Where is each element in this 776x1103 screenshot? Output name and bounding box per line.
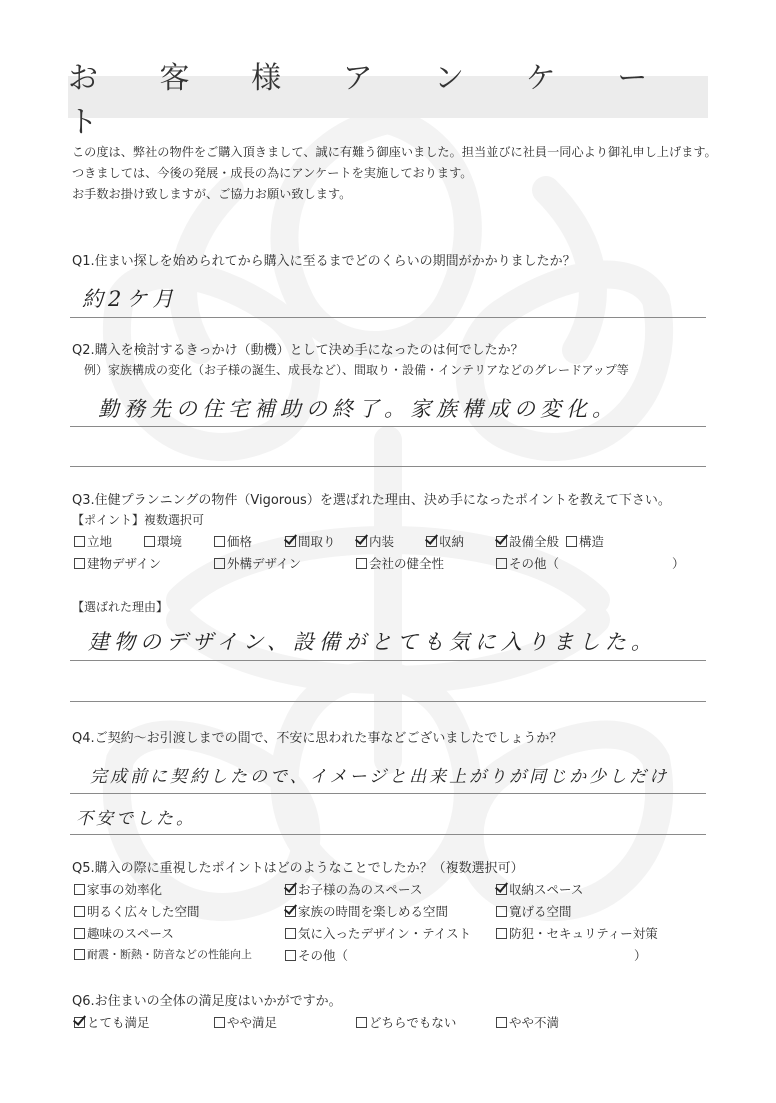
checkbox[interactable] (496, 928, 507, 939)
q5-option[interactable]: その他（ (285, 946, 348, 964)
q3-option[interactable]: 構造 (566, 532, 604, 550)
q2-example: 例）家族構成の変化（お子様の誕生、成長など）、間取り・設備・インテリアなどのグレードアップ等 (84, 363, 629, 377)
checkbox[interactable] (285, 928, 296, 939)
checkbox-checked[interactable] (496, 884, 507, 895)
q2-answer: 勤務先の住宅補助の終了。家族構成の変化。 (98, 397, 618, 421)
q5-option[interactable]: お子様の為のスペース (285, 880, 422, 898)
checkbox-checked[interactable] (285, 536, 296, 547)
q1-answer: 約2ケ月 (82, 287, 179, 311)
q5-option[interactable]: 明るく広々した空間 (74, 902, 200, 920)
checkbox-checked[interactable] (356, 536, 367, 547)
intro-line: お手数お掛け致しますが、ご協力お願い致します。 (72, 187, 352, 201)
answer-line (70, 834, 706, 835)
answer-line (70, 426, 706, 427)
answer-line (70, 317, 706, 318)
checkbox-checked[interactable] (285, 906, 296, 917)
q5-option[interactable]: 家族の時間を楽しめる空間 (285, 902, 448, 920)
checkbox[interactable] (285, 950, 296, 961)
q6-option[interactable]: やや満足 (214, 1013, 277, 1031)
answer-line (70, 793, 706, 794)
q1-question: Q1.住まい探しを始められてから購入に至るまでどのくらいの期間がかかりましたか？ (72, 254, 576, 269)
q5-option[interactable]: 寛げる空間 (496, 902, 572, 920)
q3-option[interactable]: 建物デザイン (74, 554, 161, 572)
checkbox-checked[interactable] (285, 884, 296, 895)
checkbox[interactable] (74, 884, 85, 895)
q3-option[interactable]: 設備全般 (496, 532, 559, 550)
q4-question: Q4.ご契約～お引渡しまでの間で、不安に思われた事などございましたでしょうか？ (72, 731, 563, 746)
q3-reason-heading: 【選ばれた理由】 (72, 600, 169, 614)
q2-question: Q2.購入を検討するきっかけ（動機）として決め手になったのは何でしたか？ (72, 343, 524, 358)
checkbox[interactable] (74, 906, 85, 917)
q6-question: Q6.お住まいの全体の満足度はいかがですか。 (72, 994, 342, 1009)
checkbox[interactable] (74, 949, 85, 960)
checkbox[interactable] (496, 1017, 507, 1028)
checkbox[interactable] (214, 558, 225, 569)
q3-option[interactable]: 収納 (426, 532, 464, 550)
q3-question: Q3.住健プランニングの物件（Vigorous）を選ばれた理由、決め手になったポイントを教えて下さい。 (72, 493, 671, 508)
checkbox[interactable] (496, 558, 507, 569)
q5-option[interactable]: 気に入ったデザイン・テイスト (285, 924, 471, 942)
title-band (68, 61, 708, 140)
q5-option[interactable]: 耐震・断熱・防音などの性能向上 (74, 946, 252, 962)
answer-line (70, 701, 706, 702)
checkbox[interactable] (74, 558, 85, 569)
q6-option[interactable]: どちらでもない (356, 1013, 456, 1031)
q3-option[interactable]: 環境 (144, 532, 182, 550)
q3-option[interactable]: 立地 (74, 532, 112, 550)
q3-option[interactable]: 内装 (356, 532, 394, 550)
intro-line: この度は、弊社の物件をご購入頂きまして、誠に有難う御座いました。担当並びに社員一同心より御礼申し上げます。 (72, 145, 717, 159)
q3-points-heading: 【ポイント】複数選択可 (72, 513, 205, 527)
q4-answer-line2: 不安でした。 (76, 809, 196, 829)
checkbox[interactable] (214, 536, 225, 547)
checkbox-checked[interactable] (74, 1017, 85, 1028)
q3-option[interactable]: その他（ (496, 554, 559, 572)
q3-option[interactable]: 外構デザイン (214, 554, 301, 572)
q3-reason-answer: 建物のデザイン、設備がとても気に入りました。 (88, 630, 657, 654)
q3-option[interactable]: 会社の健全性 (356, 554, 444, 572)
checkbox[interactable] (144, 536, 155, 547)
intro-line: つきましては、今後の発展・成長の為にアンケートを実施しております。 (72, 166, 473, 180)
checkbox[interactable] (496, 906, 507, 917)
q3-other-close: ） (672, 556, 685, 571)
q5-question: Q5.購入の際に重視したポイントはどのようなことでしたか？（複数選択可） (72, 861, 524, 876)
checkbox[interactable] (74, 536, 85, 547)
q5-option[interactable]: 趣味のスペース (74, 924, 174, 942)
q3-option[interactable]: 間取り (285, 532, 336, 550)
answer-line (70, 466, 706, 467)
survey-title: お 客 様 ア ン ケ ー ト (68, 61, 674, 140)
q5-option[interactable]: 家事の効率化 (74, 880, 162, 898)
q5-option[interactable]: 防犯・セキュリティー対策 (496, 924, 658, 942)
q6-option[interactable]: やや不満 (496, 1013, 559, 1031)
checkbox[interactable] (356, 558, 367, 569)
q5-option[interactable]: 収納スペース (496, 880, 583, 898)
q5-other-close: ） (634, 948, 647, 963)
checkbox[interactable] (214, 1017, 225, 1028)
q3-option[interactable]: 価格 (214, 532, 252, 550)
checkbox-checked[interactable] (496, 536, 507, 547)
intro-text (72, 142, 762, 205)
checkbox[interactable] (566, 536, 577, 547)
q4-answer-line1: 完成前に契約したので、イメージと出来上がりが同じか少しだけ (90, 767, 670, 787)
answer-line (70, 660, 706, 661)
checkbox-checked[interactable] (426, 536, 437, 547)
checkbox[interactable] (74, 928, 85, 939)
q6-option[interactable]: とても満足 (74, 1013, 150, 1031)
checkbox[interactable] (356, 1017, 367, 1028)
